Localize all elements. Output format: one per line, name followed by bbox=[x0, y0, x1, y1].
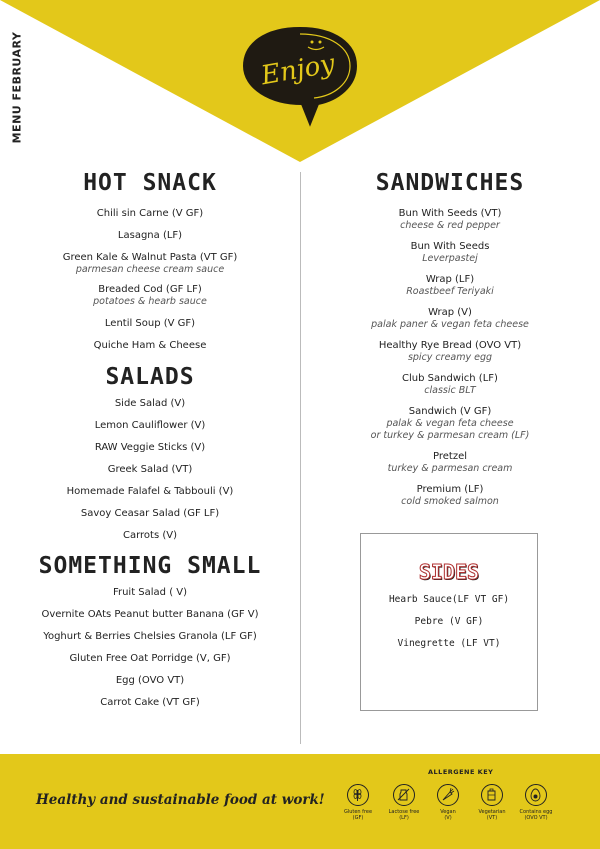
menu-item: Side Salad (V) bbox=[114, 398, 186, 409]
footer-band bbox=[0, 754, 600, 849]
menu-item: Wrap (LF) Roastbeef Teriyaki bbox=[315, 273, 585, 298]
menu-item: Bun With Seeds (VT) cheese & red pepper bbox=[315, 207, 585, 232]
menu-item: Breaded Cod (GF LF) potatoes & hearb sauce bbox=[20, 283, 280, 308]
menu-item: Healthy Rye Bread (OVO VT) spicy creamy egg bbox=[315, 339, 585, 364]
menu-item: Chili sin Carne (V GF) bbox=[96, 208, 204, 219]
salads-title: SALADS bbox=[105, 364, 195, 390]
allergen-lactose-free: Lactose free (LF) bbox=[379, 784, 429, 821]
menu-item: Lentil Soup (V GF) bbox=[104, 318, 196, 329]
menu-item-description: or turkey & parmesan cream (LF) bbox=[370, 430, 530, 441]
menu-item: Bun With Seeds Leverpastej bbox=[315, 240, 585, 265]
menu-item-description: parmesan cheese cream sauce bbox=[75, 264, 225, 275]
allergen-contains-egg: Contains egg (OVO VT) bbox=[511, 784, 561, 821]
menu-item-description: spicy creamy egg bbox=[407, 352, 493, 363]
menu-item: Sandwich (V GF) palak & vegan feta cheese or turkey & parmesan cream (LF) bbox=[315, 405, 585, 442]
menu-item: Carrot Cake (VT GF) bbox=[100, 697, 200, 708]
sides-item: Hearb Sauce(LF VT GF) bbox=[388, 594, 510, 605]
menu-item: Overnite OAts Peanut butter Banana (GF V) bbox=[41, 609, 259, 620]
logo-text: Enjoy bbox=[258, 48, 338, 92]
sides-item: Vinegrette (LF VT) bbox=[397, 638, 501, 649]
allergen-key-title: ALLERGENE KEY bbox=[428, 768, 494, 776]
menu-item: RAW Veggie Sticks (V) bbox=[94, 442, 206, 453]
slogan: Healthy and sustainable food at work! bbox=[36, 792, 325, 808]
menu-item-description: palak & vegan feta cheese bbox=[386, 418, 514, 429]
menu-item: Carrots (V) bbox=[122, 530, 177, 541]
allergen-vegan: Vegan (V) bbox=[423, 784, 473, 821]
menu-month-label: MENU FEBRUARY bbox=[10, 31, 24, 144]
hot-snack-title: HOT SNACK bbox=[83, 170, 217, 196]
sides-item: Pebre (V GF) bbox=[414, 616, 484, 627]
carrot-icon bbox=[440, 787, 455, 802]
menu-item-description: turkey & parmesan cream bbox=[387, 463, 513, 474]
milk-bottle-icon bbox=[484, 787, 499, 802]
allergen-gluten-free: Gluten free (GF) bbox=[333, 784, 383, 821]
wheat-icon bbox=[350, 787, 365, 802]
menu-item: Savoy Ceasar Salad (GF LF) bbox=[80, 508, 220, 519]
menu-item-description: Roastbeef Teriyaki bbox=[406, 286, 494, 297]
menu-item: Wrap (V) palak paner & vegan feta cheese bbox=[315, 306, 585, 331]
menu-item: Greek Salad (VT) bbox=[107, 464, 193, 475]
sandwiches-title: SANDWICHES bbox=[375, 170, 525, 196]
menu-item: Gluten Free Oat Porridge (V, GF) bbox=[69, 653, 231, 664]
menu-item: Green Kale & Walnut Pasta (VT GF) parmesan cheese cream sauce bbox=[20, 251, 280, 276]
menu-item: Yoghurt & Berries Chelsies Granola (LF GF) bbox=[43, 631, 257, 642]
sides-title: SIDES bbox=[418, 560, 480, 584]
menu-item-description: Leverpastej bbox=[422, 253, 478, 264]
menu-item: Quiche Ham & Cheese bbox=[93, 340, 207, 351]
avocado-egg-icon bbox=[528, 787, 543, 802]
menu-item: Fruit Salad ( V) bbox=[112, 587, 188, 598]
enjoy-logo bbox=[240, 20, 360, 130]
menu-item-description: classic BLT bbox=[424, 385, 476, 396]
something-small-title: SOMETHING SMALL bbox=[38, 553, 262, 579]
right-column bbox=[315, 168, 585, 508]
menu-item: Lemon Cauliflower (V) bbox=[94, 420, 206, 431]
menu-item-description: cheese & red pepper bbox=[400, 220, 500, 231]
allergen-vegetarian: Vegetarian (VT) bbox=[467, 784, 517, 821]
left-column bbox=[20, 168, 280, 709]
column-divider bbox=[300, 172, 301, 744]
menu-item: Club Sandwich (LF) classic BLT bbox=[315, 372, 585, 397]
menu-item: Premium (LF) cold smoked salmon bbox=[315, 483, 585, 508]
menu-item: Egg (OVO VT) bbox=[115, 675, 185, 686]
menu-item: Lasagna (LF) bbox=[117, 230, 183, 241]
sides-box bbox=[360, 533, 538, 711]
menu-item-description: cold smoked salmon bbox=[401, 496, 499, 507]
milk-crossed-icon bbox=[396, 787, 411, 802]
menu-item-description: palak paner & vegan feta cheese bbox=[371, 319, 529, 330]
menu-item: Homemade Falafel & Tabbouli (V) bbox=[66, 486, 234, 497]
menu-item-description: potatoes & hearb sauce bbox=[93, 296, 207, 307]
menu-item: Pretzel turkey & parmesan cream bbox=[315, 450, 585, 475]
